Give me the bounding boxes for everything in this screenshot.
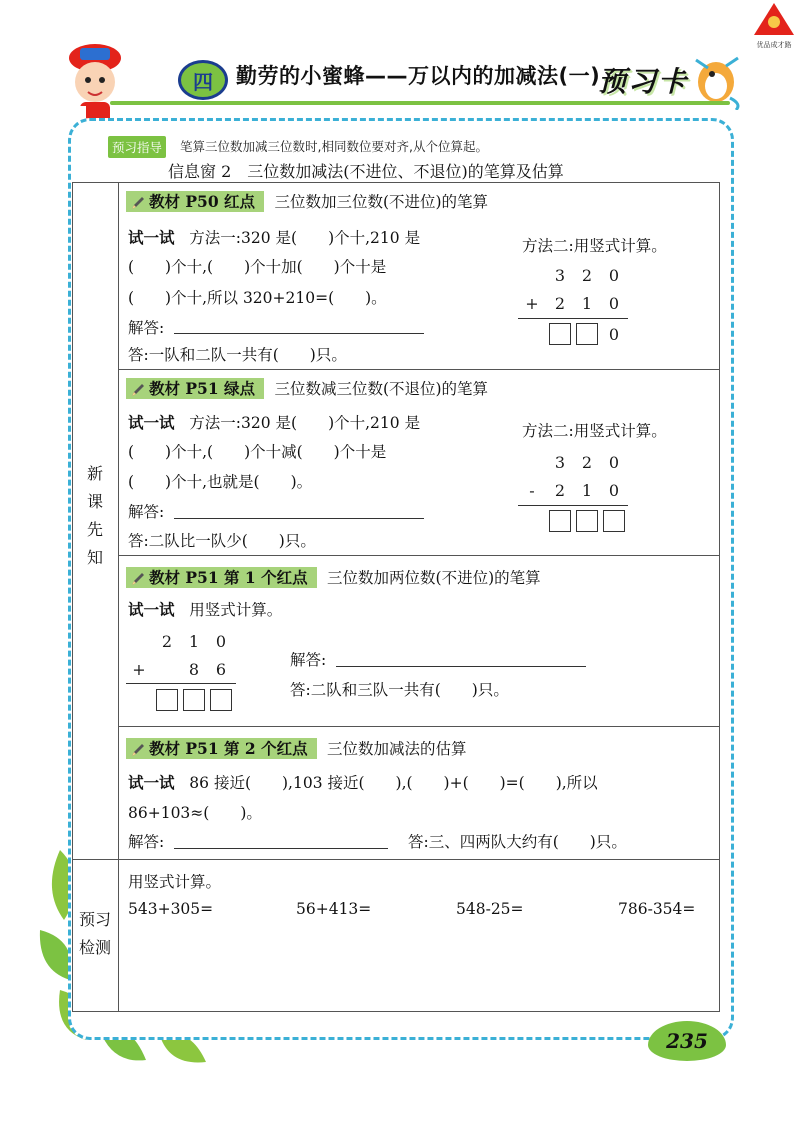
answer-line bbox=[174, 518, 424, 519]
block4-tag-text: 教材 P51 第 2 个红点 bbox=[149, 739, 308, 758]
block1-line1-text: 方法一:320 是( )个十,210 是 bbox=[189, 229, 421, 247]
vertical-digit: 0 bbox=[608, 481, 620, 500]
block2-heading bbox=[126, 377, 488, 399]
vertical-operator: + bbox=[525, 294, 539, 313]
block1-line2: ( )个十,( )个十加( )个十是 bbox=[128, 258, 387, 276]
row-divider bbox=[118, 726, 720, 727]
try-label: 试一试 bbox=[128, 773, 175, 792]
block1-answer-label: 解答: bbox=[128, 319, 165, 337]
vertical-digit: 0 bbox=[608, 453, 620, 472]
answer-box[interactable] bbox=[549, 510, 571, 532]
block3-tag-text: 教材 P51 第 1 个红点 bbox=[149, 568, 308, 587]
header-divider bbox=[110, 101, 730, 105]
logo-triangle-icon bbox=[752, 2, 796, 36]
block4-conclusion: 答:三、四两队大约有( )只。 bbox=[408, 833, 627, 851]
answer-box[interactable] bbox=[549, 323, 571, 345]
vertical-digit: 2 bbox=[554, 294, 566, 313]
vertical-digit: 1 bbox=[581, 294, 593, 313]
vertical-operator: + bbox=[132, 660, 146, 679]
table-column-divider bbox=[118, 182, 119, 1012]
block1-heading bbox=[126, 190, 488, 212]
check-item: 56+413= bbox=[296, 900, 372, 918]
block2-conclusion: 答:二队比一队少( )只。 bbox=[128, 532, 316, 550]
answer-box[interactable] bbox=[210, 689, 232, 711]
try-label: 试一试 bbox=[128, 600, 175, 619]
vertical-digit: 0 bbox=[215, 632, 227, 651]
block1-line1 bbox=[128, 226, 420, 248]
side-label-new-lesson bbox=[72, 460, 118, 572]
vertical-digit: 8 bbox=[188, 660, 200, 679]
side-label-check bbox=[72, 906, 118, 962]
block3-heading bbox=[126, 566, 541, 588]
pencil-icon bbox=[130, 382, 146, 398]
block4-line1 bbox=[128, 771, 598, 793]
block3-conclusion: 答:二队和三队一共有( )只。 bbox=[290, 681, 509, 699]
vertical-digit: 2 bbox=[581, 266, 593, 285]
vertical-digit: 2 bbox=[554, 481, 566, 500]
side-label-char: 课 bbox=[86, 492, 103, 511]
block3-answer-label: 解答: bbox=[290, 651, 327, 669]
vertical-calc-line bbox=[126, 683, 236, 684]
check-instruction: 用竖式计算。 bbox=[128, 873, 222, 891]
block1-tag-text: 教材 P50 红点 bbox=[149, 192, 256, 211]
vertical-digit: 3 bbox=[554, 266, 566, 285]
vertical-digit: 0 bbox=[608, 325, 620, 344]
block1-line3: ( )个十,所以 320+210=( )。 bbox=[128, 289, 387, 307]
block4-line1-text: 86 接近( ),103 接近( ),( )+( )=( ),所以 bbox=[189, 774, 598, 792]
block4-line2: 86+103≈( )。 bbox=[128, 804, 262, 822]
vertical-digit: 2 bbox=[581, 453, 593, 472]
answer-line bbox=[174, 848, 388, 849]
block4-heading-text: 三位数加减法的估算 bbox=[327, 740, 467, 758]
vertical-digit: 0 bbox=[608, 266, 620, 285]
vertical-digit: 1 bbox=[188, 632, 200, 651]
block1-conclusion: 答:一队和二队一共有( )只。 bbox=[128, 346, 347, 364]
block2-answer-label: 解答: bbox=[128, 503, 165, 521]
vertical-digit: 1 bbox=[581, 481, 593, 500]
row-divider bbox=[118, 369, 720, 370]
pencil-icon bbox=[130, 571, 146, 587]
block2-line1-text: 方法一:320 是( )个十,210 是 bbox=[189, 414, 421, 432]
block4-tag bbox=[126, 738, 317, 759]
block2-method2: 方法二:用竖式计算。 bbox=[522, 422, 667, 440]
unit-badge: 四 bbox=[178, 60, 228, 100]
vertical-digit: 3 bbox=[554, 453, 566, 472]
side-label-line: 检测 bbox=[78, 938, 111, 957]
side-label-char: 新 bbox=[86, 464, 103, 483]
answer-box[interactable] bbox=[603, 510, 625, 532]
answer-box[interactable] bbox=[156, 689, 178, 711]
row-divider bbox=[72, 859, 720, 860]
block3-tag bbox=[126, 567, 317, 588]
block2-line3: ( )个十,也就是( )。 bbox=[128, 473, 313, 491]
check-item: 786-354= bbox=[618, 900, 696, 918]
answer-line bbox=[174, 333, 424, 334]
corner-logo bbox=[752, 2, 796, 48]
block1-tag bbox=[126, 191, 264, 212]
page-number: 235 bbox=[648, 1021, 726, 1061]
block3-instruction: 用竖式计算。 bbox=[189, 601, 283, 619]
side-label-line: 预习 bbox=[78, 910, 111, 929]
guide-text: 笔算三位数加减三位数时,相同数位要对齐,从个位算起。 bbox=[180, 139, 488, 154]
section-title: 信息窗 2 三位数加减法(不进位、不退位)的笔算及估算 bbox=[168, 162, 564, 181]
block1-method2: 方法二:用竖式计算。 bbox=[522, 237, 667, 255]
vertical-digit: 6 bbox=[215, 660, 227, 679]
guide-tag: 预习指导 bbox=[108, 136, 166, 158]
side-label-char: 先 bbox=[86, 520, 103, 539]
unit-title: 勤劳的小蜜蜂——万以内的加减法(一) bbox=[236, 64, 601, 88]
block4-answer-label: 解答: bbox=[128, 833, 165, 851]
answer-line bbox=[336, 666, 586, 667]
vertical-operator: - bbox=[529, 481, 535, 500]
block4-heading bbox=[126, 737, 467, 759]
check-item: 548-25= bbox=[456, 900, 524, 918]
try-label: 试一试 bbox=[128, 228, 175, 247]
block2-line1 bbox=[128, 411, 420, 433]
block3-heading-text: 三位数加两位数(不进位)的笔算 bbox=[327, 569, 541, 587]
vertical-digit: 2 bbox=[161, 632, 173, 651]
vertical-calc-line bbox=[518, 505, 628, 506]
vertical-digit: 0 bbox=[608, 294, 620, 313]
block2-heading-text: 三位数减三位数(不退位)的笔算 bbox=[274, 380, 489, 398]
card-title: 预习卡 bbox=[598, 65, 689, 98]
block1-heading-text: 三位数加三位数(不进位)的笔算 bbox=[274, 193, 489, 211]
vertical-calc-line bbox=[518, 318, 628, 319]
pencil-icon bbox=[130, 742, 146, 758]
answer-box[interactable] bbox=[576, 510, 598, 532]
try-label: 试一试 bbox=[128, 413, 175, 432]
block2-tag bbox=[126, 378, 264, 399]
block3-instruction-row bbox=[128, 598, 282, 620]
block2-line2: ( )个十,( )个十减( )个十是 bbox=[128, 443, 387, 461]
answer-box[interactable] bbox=[576, 323, 598, 345]
answer-box[interactable] bbox=[183, 689, 205, 711]
block2-tag-text: 教材 P51 绿点 bbox=[149, 379, 256, 398]
corner-logo-text: 优品成才路 bbox=[756, 41, 792, 49]
row-divider bbox=[118, 555, 720, 556]
pencil-icon bbox=[130, 195, 146, 211]
check-item: 543+305= bbox=[128, 900, 214, 918]
side-label-char: 知 bbox=[86, 548, 103, 567]
